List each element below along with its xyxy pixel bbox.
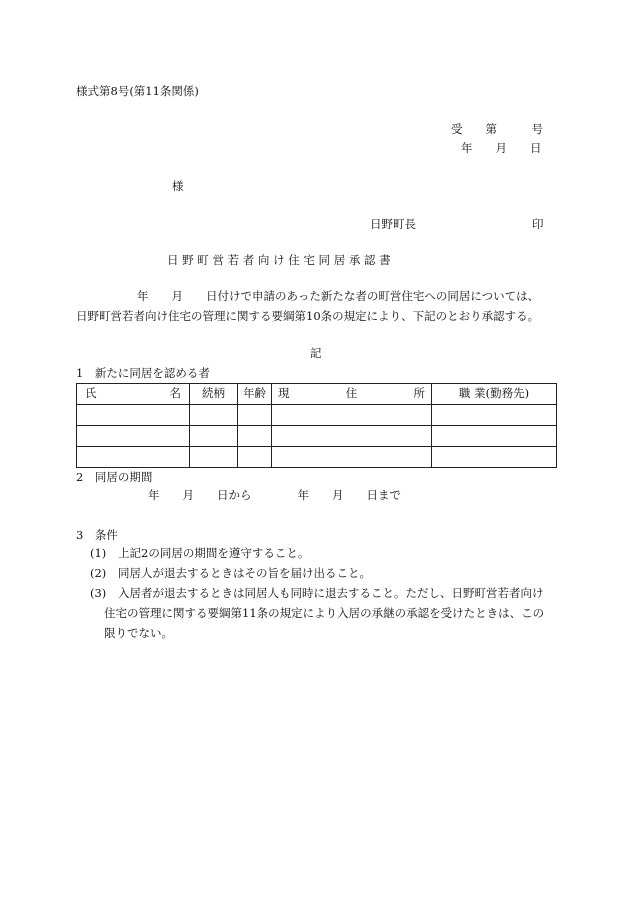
- table-cell[interactable]: [190, 426, 238, 447]
- condition-1-text: 上記2の同居の期間を遵守すること。: [118, 546, 310, 560]
- col-header-occupation: 職 業(勤務先): [432, 384, 557, 405]
- condition-3-continuation-1: 住宅の管理に関する要綱第11条の規定により入居の承継の承認を受けたときは、この: [104, 606, 545, 620]
- table-cell[interactable]: [238, 405, 272, 426]
- intro-line-2: 日野町営若者向け住宅の管理に関する要綱第10条の規定により、下記のとおり承認する。: [76, 309, 540, 323]
- condition-2-number: (2): [90, 566, 107, 580]
- addressee-honorific: 様: [172, 179, 184, 193]
- table-cell[interactable]: [238, 426, 272, 447]
- table-cell[interactable]: [190, 447, 238, 468]
- table-cell[interactable]: [272, 426, 432, 447]
- table-row: [77, 447, 557, 468]
- table-header-row: [77, 384, 557, 405]
- cohabitation-period: 年 月 日から 年 月 日まで: [148, 488, 401, 502]
- table-cell[interactable]: [432, 405, 557, 426]
- receipt-number-line: 受 第 号: [451, 122, 543, 136]
- ki-heading: 記: [310, 346, 322, 360]
- condition-3-number: (3): [90, 586, 107, 600]
- table-cell[interactable]: [432, 447, 557, 468]
- condition-3-text: 入居者が退去するときは同居人も同時に退去すること。ただし、日野町営若者向け: [118, 586, 544, 600]
- condition-3-continuation-2: 限りでない。: [104, 626, 173, 640]
- table-row: [77, 426, 557, 447]
- col-header-age: 年齢: [238, 384, 272, 405]
- section1-heading: 1 新たに同居を認める者: [76, 366, 210, 380]
- table-cell[interactable]: [77, 447, 190, 468]
- form-label: 様式第8号(第11条関係): [76, 84, 199, 98]
- table-cell[interactable]: [432, 426, 557, 447]
- table-cell[interactable]: [272, 447, 432, 468]
- col-header-address: 現 住 所: [272, 384, 432, 405]
- table-cell[interactable]: [238, 447, 272, 468]
- section2-heading: 2 同居の期間: [76, 470, 153, 484]
- intro-line-1: 年 月 日付けで申請のあった新たな者の町営住宅への同居については、: [137, 289, 540, 303]
- table-cell[interactable]: [77, 426, 190, 447]
- table-row: [77, 405, 557, 426]
- cohabitant-table: [76, 383, 557, 468]
- condition-2-text: 同居人が退去するときはその旨を届け出ること。: [118, 566, 371, 580]
- condition-1-number: (1): [90, 546, 107, 560]
- table-cell[interactable]: [190, 405, 238, 426]
- issuer-name: 日野町長: [370, 217, 416, 231]
- section3-heading: 3 条件: [76, 528, 118, 542]
- table-cell[interactable]: [77, 405, 190, 426]
- col-header-relation: 続柄: [190, 384, 238, 405]
- seal-mark: 印: [532, 217, 544, 231]
- receipt-date-line: 年 月 日: [461, 141, 542, 155]
- col-header-name: 氏 名: [77, 384, 190, 405]
- table-cell[interactable]: [272, 405, 432, 426]
- document-title: 日 野 町 営 若 者 向 け 住 宅 同 居 承 認 書: [167, 253, 391, 267]
